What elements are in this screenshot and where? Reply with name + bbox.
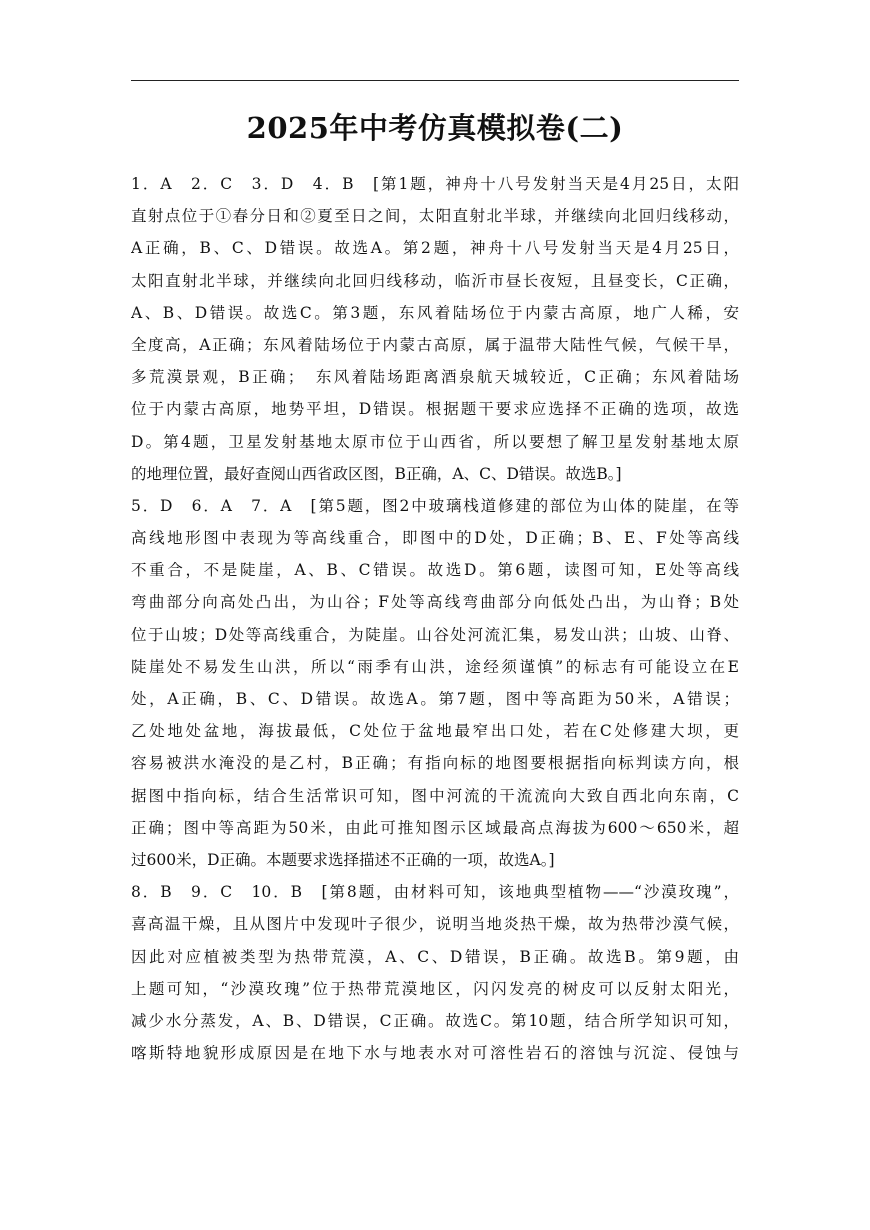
- text-line: 8．B 9．C 10．B [第8题，由材料可知，该地典型植物——“沙漠玫瑰”，: [131, 883, 739, 902]
- text-line: 上题可知，“沙漠玫瑰”位于热带荒漠地区，闪闪发亮的树皮可以反射太阳光，: [131, 979, 739, 998]
- text-line: 位于内蒙古高原，地势平坦，D错误。根据题干要求应选择不正确的选项，故选: [131, 400, 739, 419]
- text-line: 的地理位置，最好查阅山西省政区图，B正确，A、C、D错误。故选B。]: [131, 464, 622, 483]
- text-line: A、B、D错误。故选C。第3题，东风着陆场位于内蒙古高原，地广人稀，安: [131, 303, 739, 322]
- text-line: 减少水分蒸发，A、B、D错误，C正确。故选C。第10题，结合所学知识可知，: [131, 1011, 739, 1030]
- text-line: 喜高温干燥，且从图片中发现叶子很少，说明当地炎热干燥，故为热带沙漠气候，: [131, 915, 739, 934]
- text-line: 太阳直射北半球，并继续向北回归线移动，临沂市昼长夜短，且昼变长，C正确，: [131, 271, 739, 290]
- answer-explanations: [131, 168, 739, 1069]
- text-line: A正确，B、C、D错误。故选A。第2题，神舟十八号发射当天是4月25日，: [131, 239, 739, 258]
- text-line: 过600米，D正确。本题要求选择描述不正确的一项，故选A。]: [131, 850, 555, 869]
- text-line: 弯曲部分向高处凸出，为山谷；F处等高线弯曲部分向低处凸出，为山脊；B处: [131, 593, 739, 612]
- text-line: 直射点位于①春分日和②夏至日之间，太阳直射北半球，并继续向北回归线移动，: [131, 207, 739, 226]
- text-line: 5．D 6．A 7．A [第5题，图2中玻璃栈道修建的部位为山体的陡崖，在等: [131, 496, 739, 515]
- page-title: 2025年中考仿真模拟卷(二): [246, 111, 624, 145]
- text-line: 喀斯特地貌形成原因是在地下水与地表水对可溶性岩石的溶蚀与沉淀、侵蚀与: [131, 1044, 739, 1063]
- text-line: 因此对应植被类型为热带荒漠，A、C、D错误，B正确。故选B。第9题，由: [131, 947, 739, 966]
- top-rule: [131, 80, 739, 81]
- text-line: 据图中指向标，结合生活常识可知，图中河流的干流流向大致自西北向东南，C: [131, 786, 739, 805]
- text-line: 全度高，A正确；东风着陆场位于内蒙古高原，属于温带大陆性气候，气候干旱，: [131, 335, 739, 354]
- text-line: 不重合，不是陡崖，A、B、C错误。故选D。第6题，读图可知，E处等高线: [131, 561, 739, 580]
- text-line: 正确；图中等高距为50米，由此可推知图示区域最高点海拔为600～650米，超: [131, 818, 739, 837]
- text-line: 乙处地处盆地，海拔最低，C处位于盆地最窄出口处，若在C处修建大坝，更: [131, 722, 739, 741]
- text-line: 陡崖处不易发生山洪，所以“雨季有山洪，途经须谨慎”的标志有可能设立在E: [131, 657, 739, 676]
- text-line: 高线地形图中表现为等高线重合，即图中的D处，D正确；B、E、F处等高线: [131, 529, 739, 548]
- text-line: 处，A正确，B、C、D错误。故选A。第7题，图中等高距为50米，A错误；: [131, 690, 739, 708]
- text-line: 1．A 2．C 3．D 4．B [第1题，神舟十八号发射当天是4月25日，太阳: [131, 175, 739, 193]
- text-line: 容易被洪水淹没的是乙村，B正确；有指向标的地图要根据指向标判读方向，根: [131, 754, 739, 773]
- text-line: 位于山坡；D处等高线重合，为陡崖。山谷处河流汇集，易发山洪；山坡、山脊、: [131, 625, 739, 644]
- text-line: 多荒漠景观，B正确； 东风着陆场距离酒泉航天城较近，C正确；东风着陆场: [131, 368, 739, 387]
- text-line: D。第4题，卫星发射基地太原市位于山西省，所以要想了解卫星发射基地太原: [131, 432, 739, 451]
